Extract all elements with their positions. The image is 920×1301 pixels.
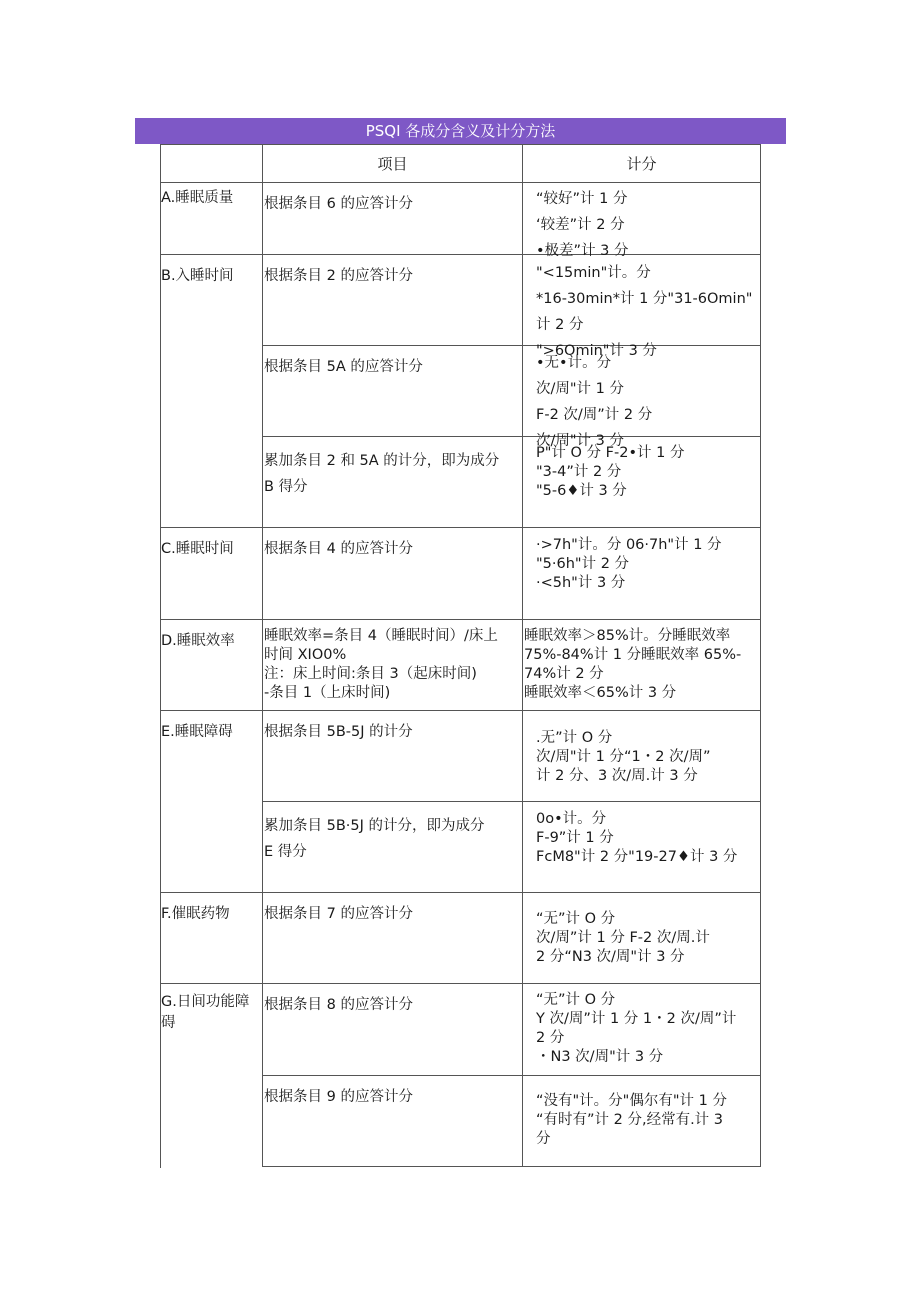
item-line: E 得分: [264, 844, 307, 860]
item-line: 注：床上时间:条目 3（起床时间): [264, 666, 477, 682]
score-line: "<15min"计。分: [536, 265, 651, 281]
score-line: "5-6♦计 3 分: [536, 483, 627, 499]
score-line: 睡眠效率＜65%计 3 分: [524, 685, 677, 701]
score-line: 次/周”计 1 分 F-2 次/周.计: [536, 930, 710, 946]
item-line: 根据条目 2 的应答计分: [264, 268, 413, 284]
item-line: 累加条目 2 和 5A 的计分，即为成分: [264, 453, 500, 469]
score-line: Y 次/周”计 1 分 1・2 次/周”计: [536, 1011, 737, 1027]
component-f-label: F.催眠药物: [161, 906, 230, 922]
row-c1-score: [536, 536, 758, 593]
score-line: 计 2 分: [536, 317, 584, 333]
item-line: 根据条目 7 的应答计分: [264, 906, 413, 922]
row-a1-score: [536, 186, 758, 259]
score-line: 75%-84%计 1 分睡眠效率 65%-: [524, 647, 742, 663]
component-a-label: A.睡眠质量: [161, 190, 234, 206]
row-f1-score: [536, 910, 758, 967]
row-g1-item: [264, 994, 520, 1016]
row-b2-item: [264, 356, 520, 378]
score-line: P"计 O 分 F-2•计 1 分: [536, 445, 685, 461]
score-line: "5·6h"计 2 分: [536, 556, 630, 572]
score-line: “无”计 O 分: [536, 911, 616, 927]
component-b-label: B.入睡时间: [161, 268, 234, 284]
row-c1-item: [264, 538, 520, 560]
row-e2-score: [536, 810, 758, 867]
score-line: 0o•计。分: [536, 811, 607, 827]
item-line: 根据条目 5B-5J 的计分: [264, 724, 413, 740]
row-b3-score: [536, 444, 758, 501]
row-b3-item: [264, 448, 520, 500]
score-line: ">6Omin"计 3 分: [536, 343, 657, 359]
score-line: ・N3 次/周"计 3 分: [536, 1049, 664, 1065]
score-line: 次/周"计 1 分“1・2 次/周”: [536, 749, 711, 765]
score-line: 2 分: [536, 1030, 565, 1046]
item-line: 根据条目 8 的应答计分: [264, 997, 413, 1013]
score-line: “较好”计 1 分: [536, 191, 628, 207]
score-line: 睡眠效率＞85%计。分睡眠效率: [524, 628, 731, 644]
row-b1-item: [264, 265, 520, 287]
score-line: .无”计 O 分: [536, 730, 613, 746]
row-b2-score: [536, 350, 758, 449]
row-a1-item: [264, 193, 520, 253]
item-line: -条目 1（上床时间): [264, 685, 391, 701]
item-line: 睡眠效率=条目 4（睡眠时间）/床上: [264, 628, 498, 644]
item-line: 时间 XIO0%: [264, 647, 347, 663]
score-line: “没有"计。分"偶尔有"计 1 分: [536, 1093, 727, 1109]
score-line: 2 分“N3 次/周"计 3 分: [536, 949, 685, 965]
score-line: 74%计 2 分: [524, 666, 604, 682]
item-line: 根据条目 5A 的应答计分: [264, 359, 423, 375]
score-line: ·<5h"计 3 分: [536, 575, 626, 591]
row-g2-score: [536, 1092, 758, 1149]
row-g2-item: [264, 1086, 520, 1108]
item-line: 根据条目 6 的应答计分: [264, 196, 413, 212]
header-item: 项目: [377, 155, 408, 173]
score-line: •无•计。分: [536, 355, 612, 371]
item-line: 累加条目 5B·5J 的计分，即为成分: [264, 818, 485, 834]
score-line: •极差”计 3 分: [536, 243, 629, 259]
row-b1-score: [536, 260, 758, 359]
score-line: FcM8"计 2 分"19-27♦计 3 分: [536, 849, 738, 865]
score-line: 分: [536, 1131, 551, 1147]
row-d1-item: [264, 627, 521, 703]
component-c-label: C.睡眠时间: [161, 541, 234, 557]
item-line: 根据条目 4 的应答计分: [264, 541, 413, 557]
row-e1-item: [264, 721, 520, 743]
score-line: *16-30min*计 1 分"31-6Omin": [536, 291, 753, 307]
score-line: F-2 次/周”计 2 分: [536, 407, 653, 423]
score-line: “有时有”计 2 分,经常有.计 3: [536, 1112, 724, 1128]
table-title: PSQI 各成分含义及计分方法: [135, 118, 786, 144]
row-e1-score: [536, 729, 758, 786]
item-line: 根据条目 9 的应答计分: [264, 1089, 413, 1105]
row-g1-score: [536, 991, 758, 1067]
component-g-label: G.日间功能障碍: [161, 994, 250, 1031]
item-line: B 得分: [264, 479, 308, 495]
score-line: "3-4”计 2 分: [536, 464, 622, 480]
row-e2-item: [264, 813, 520, 865]
row-d1-score: [524, 627, 759, 703]
score-line: ‘较差”计 2 分: [536, 217, 625, 233]
component-d-label: D.睡眠效率: [161, 633, 235, 649]
component-e-label: E.睡眠障碍: [161, 724, 233, 740]
score-line: ·>7h"计。分 06·7h"计 1 分: [536, 537, 722, 553]
score-line: “无”计 O 分: [536, 992, 616, 1008]
header-score: 计分: [626, 155, 657, 173]
score-line: 次/周"计 1 分: [536, 381, 624, 397]
score-line: F-9”计 1 分: [536, 830, 614, 846]
score-line: 计 2 分、3 次/周.计 3 分: [536, 768, 698, 784]
row-f1-item: [264, 903, 520, 925]
score-line: 次/周"计 3 分: [536, 433, 624, 449]
